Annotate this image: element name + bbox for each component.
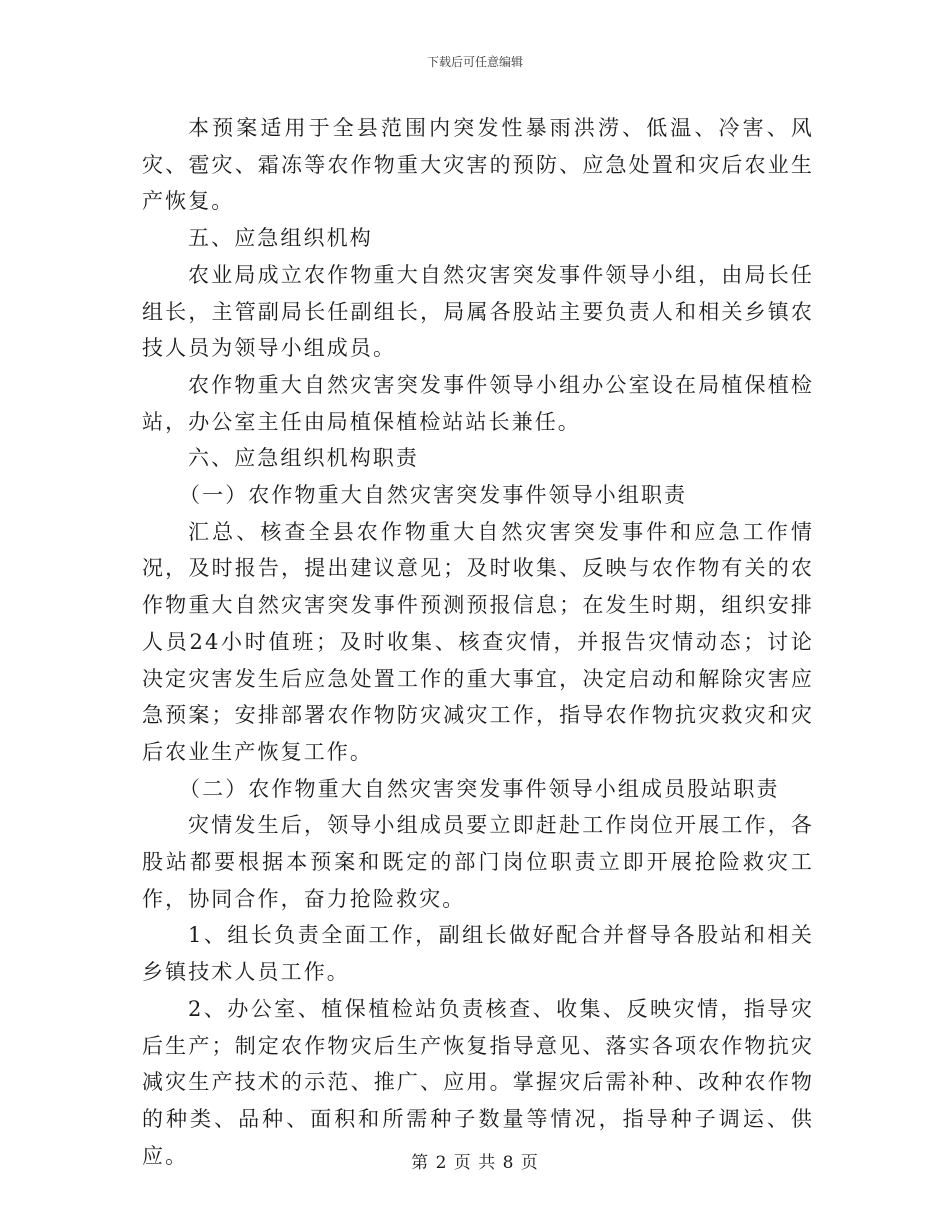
paragraph-office: 农作物重大自然灾害突发事件领导小组办公室设在局植保植检站，办公室主任由局植保植检站站长兼任。 [142,372,814,434]
paragraph-member-duties: 灾情发生后，领导小组成员要立即赶赴工作岗位开展工作，各股站都要根据本预案和既定的部门岗位职责立即开展抢险救灾工作，协同合作，奋力抢险救灾。 [142,813,814,911]
section-heading-organization: 五、应急组织机构 [188,226,373,251]
list-item-1: 1、组长负责全面工作，副组长做好配合并督导各股站和相关乡镇技术人员工作。 [142,923,814,985]
list-item-2: 2、办公室、植保植检站负责核查、收集、反映灾情，指导灾后生产；制定农作物灾后生产恢复指导意见、落实各项农作物抗灾减灾生产技术的示范、推广、应用。掌握灾后需补种、改种农作物的种类、品种、面积和所需种子数量等情况，指导种子调运、供应。 [142,996,814,1168]
document-body [142,110,814,1174]
subsection-heading-group-duties: （一）农作物重大自然灾害突发事件领导小组职责 [179,483,688,508]
section-heading-duties: 六、应急组织机构职责 [188,446,419,471]
page-header: 下载后可任意编辑 [426,55,523,69]
subsection-heading-member-duties: （二）农作物重大自然灾害突发事件领导小组成员股站职责 [179,776,780,801]
paragraph-leadership-group: 农业局成立农作物重大自然灾害突发事件领导小组，由局长任组长，主管副局长任副组长，局属各股站主要负责人和相关乡镇农技人员为领导小组成员。 [142,262,814,361]
paragraph-scope: 本预案适用于全县范围内突发性暴雨洪涝、低温、冷害、风灾、雹灾、霜冻等农作物重大灾害的预防、应急处置和灾后农业生产恢复。 [142,116,814,214]
page-number: 第 2 页 共 8 页 [411,1153,539,1173]
paragraph-group-duties: 汇总、核查全县农作物重大自然灾害突发事件和应急工作情况，及时报告，提出建议意见；及时收集、反映与农作物有关的农作物重大自然灾害突发事件预测预报信息；在发生时期，组织安排人员24小时值班；及时收集、核查灾情，并报告灾情动态；讨论决定灾害发生后应急处置工作的重大事宜，决定启动和解除灾害应急预案；安排部署农作物防灾减灾工作，指导农作物抗灾救灾和灾后农业生产恢复工作。 [142,519,814,764]
